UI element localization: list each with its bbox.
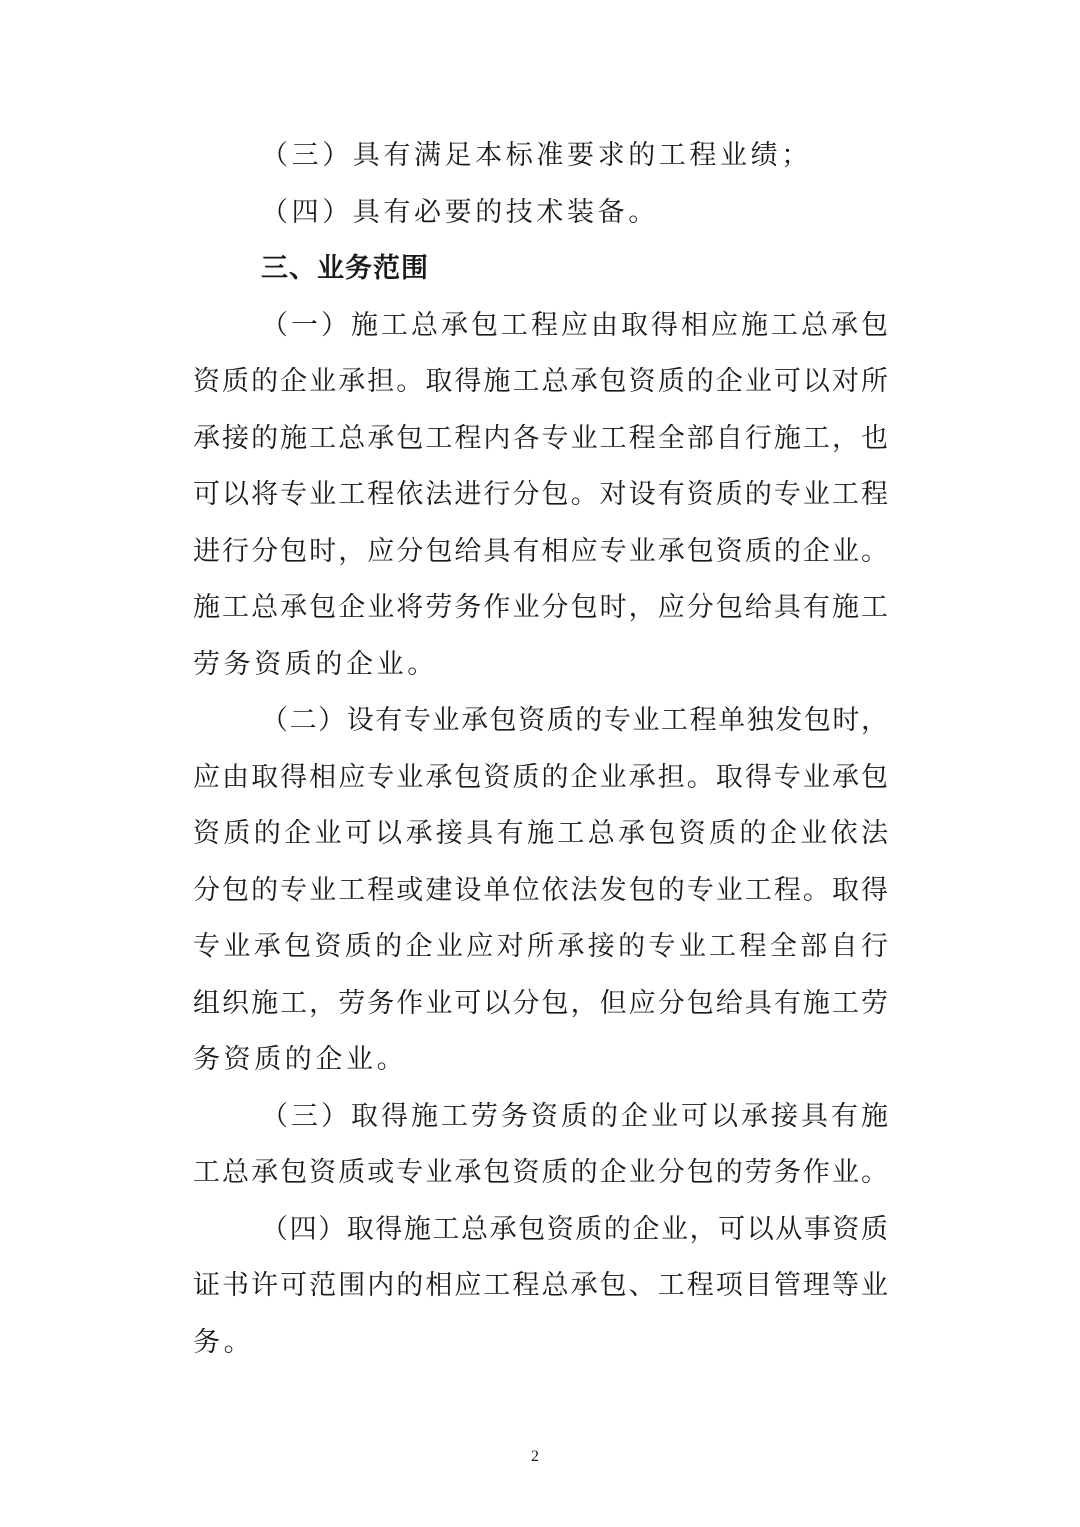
- paragraph-2-line: 专业承包资质的企业应对所承接的专业工程全部自行: [193, 931, 888, 962]
- paragraph-2-line: （二）设有专业承包资质的专业工程单独发包时，: [261, 705, 888, 736]
- item-4-text: （四）具有必要的技术装备。: [261, 196, 659, 228]
- paragraph-1-line: 可以将专业工程依法进行分包。对设有资质的专业工程: [193, 479, 888, 510]
- paragraph-4-line: 证书许可范围内的相应工程总承包、工程项目管理等业: [193, 1270, 888, 1301]
- paragraph-2-line: 务资质的企业。: [193, 1044, 408, 1075]
- paragraph-1-line: 进行分包时，应分包给具有相应专业承包资质的企业。: [193, 535, 888, 567]
- paragraph-2-line: 应由取得相应专业承包资质的企业承担。取得专业承包: [193, 761, 888, 793]
- page-number: 2: [531, 1448, 539, 1465]
- paragraph-4-line: 务。: [193, 1326, 255, 1358]
- paragraph-2-line: 分包的专业工程或建设单位依法发包的专业工程。取得: [193, 874, 888, 906]
- paragraph-3-line: 工总承包资质或专业承包资质的企业分包的劳务作业。: [193, 1157, 888, 1188]
- item-3-text: （三）具有满足本标准要求的工程业绩；: [261, 140, 812, 171]
- section-heading: 三、业务范围: [261, 253, 429, 284]
- paragraph-4-line: （四）取得施工总承包资质的企业，可以从事资质: [261, 1213, 888, 1245]
- paragraph-1-line: （一）施工总承包工程应由取得相应施工总承包: [261, 309, 888, 341]
- paragraph-2-line: 资质的企业可以承接具有施工总承包资质的企业依法: [193, 818, 888, 849]
- paragraph-3-line: （三）取得施工劳务资质的企业可以承接具有施: [261, 1100, 888, 1132]
- paragraph-1-line: 劳务资质的企业。: [193, 648, 438, 680]
- paragraph-1-line: 施工总承包企业将劳务作业分包时，应分包给具有施工: [193, 592, 888, 623]
- paragraph-1-line: 资质的企业承担。取得施工总承包资质的企业可以对所: [193, 366, 888, 397]
- paragraph-2-line: 组织施工，劳务作业可以分包，但应分包给具有施工劳: [193, 987, 888, 1019]
- document-body: [193, 128, 888, 1371]
- paragraph-1-line: 承接的施工总承包工程内各专业工程全部自行施工，也: [193, 422, 888, 454]
